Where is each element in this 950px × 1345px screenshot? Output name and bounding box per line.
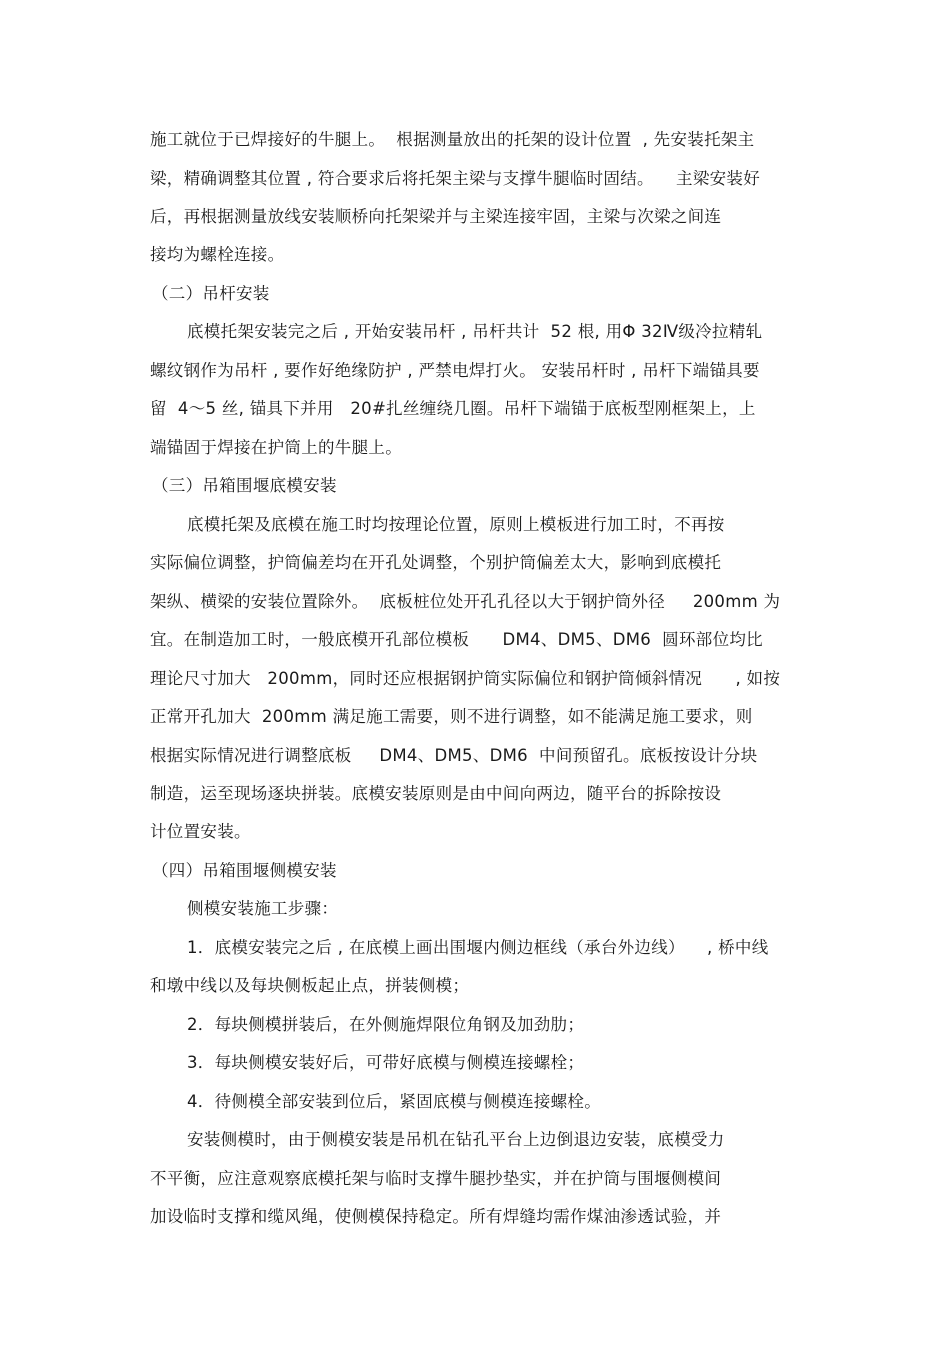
list-item: 1．底模安装完之后 , 在底模上画出围堰内侧边框线（承台外边线） , 桥中线 <box>187 938 769 957</box>
text-line: 底模托架及底模在施工时均按理论位置，原则上模板进行加工时，不再按 <box>187 515 725 534</box>
text-line: 施工就位于已焊接好的牛腿上。 根据测量放出的托架的设计位置 , 先安装托架主 <box>150 130 755 149</box>
text-line: 加设临时支撑和缆风绳，使侧模保持稳定。所有焊缝均需作煤油渗透试验，并 <box>150 1207 722 1226</box>
text-line: 根据实际情况进行调整底板 DM4、DM5、DM6 中间预留孔。底板按设计分块 <box>150 746 758 765</box>
list-item: 2．每块侧模拼装后，在外侧施焊限位角钢及加劲肋； <box>187 1015 585 1034</box>
text-line: 留 4～5 丝, 锚具下并用 20#扎丝缠绕几圈。吊杆下端锚于底板型刚框架上，上 <box>150 399 756 418</box>
text-line: 宜。在制造加工时，一般底模开孔部位模板 DM4、DM5、DM6 圆环部位均比 <box>150 630 763 649</box>
text-line: 和墩中线以及每块侧板起止点，拼装侧模； <box>150 976 470 995</box>
text-line: 架纵、横梁的安装位置除外。 底板桩位处开孔孔径以大于钢护筒外径 200mm 为 <box>150 592 781 611</box>
text-line: 侧模安装施工步骤： <box>187 899 339 918</box>
list-item: 3．每块侧模安装好后，可带好底模与侧模连接螺栓； <box>187 1053 585 1072</box>
text-line: 计位置安装。 <box>150 822 251 841</box>
text-line: 实际偏位调整，护筒偏差均在开孔处调整，个别护筒偏差太大，影响到底模托 <box>150 553 722 572</box>
section-heading: （三）吊箱围堰底模安装 <box>152 476 337 495</box>
text-line: 安装侧模时，由于侧模安装是吊机在钻孔平台上边倒退边安装，底模受力 <box>187 1130 725 1149</box>
text-line: 制造，运至现场逐块拼装。底模安装原则是由中间向两边，随平台的拆除按设 <box>150 784 722 803</box>
text-line: 端锚固于焊接在护筒上的牛腿上。 <box>150 438 402 457</box>
text-line: 理论尺寸加大 200mm，同时还应根据钢护筒实际偏位和钢护筒倾斜情况 , 如按 <box>150 669 781 688</box>
list-item: 4．待侧模全部安装到位后，紧固底模与侧模连接螺栓。 <box>187 1092 601 1111</box>
section-heading: （二）吊杆安装 <box>152 284 270 303</box>
text-line: 正常开孔加大 200mm 满足施工需要，则不进行调整，如不能满足施工要求，则 <box>150 707 753 726</box>
text-line: 底模托架安装完之后 , 开始安装吊杆 , 吊杆共计 52 根, 用Φ 32Ⅳ级冷拉精轧 <box>187 322 763 341</box>
text-line: 螺纹钢作为吊杆 , 要作好绝缘防护 , 严禁电焊打火。 安装吊杆时 , 吊杆下端锚具要 <box>150 361 760 380</box>
section-heading: （四）吊箱围堰侧模安装 <box>152 861 337 880</box>
text-line: 接均为螺栓连接。 <box>150 245 285 264</box>
text-line: 梁，精确调整其位置 , 符合要求后将托架主梁与支撑牛腿临时固结。 主梁安装好 <box>150 169 761 188</box>
text-line: 后，再根据测量放线安装顺桥向托架梁并与主梁连接牢固，主梁与次梁之间连 <box>150 207 722 226</box>
text-line: 不平衡，应注意观察底模托架与临时支撑牛腿抄垫实，并在护筒与围堰侧模间 <box>150 1169 722 1188</box>
